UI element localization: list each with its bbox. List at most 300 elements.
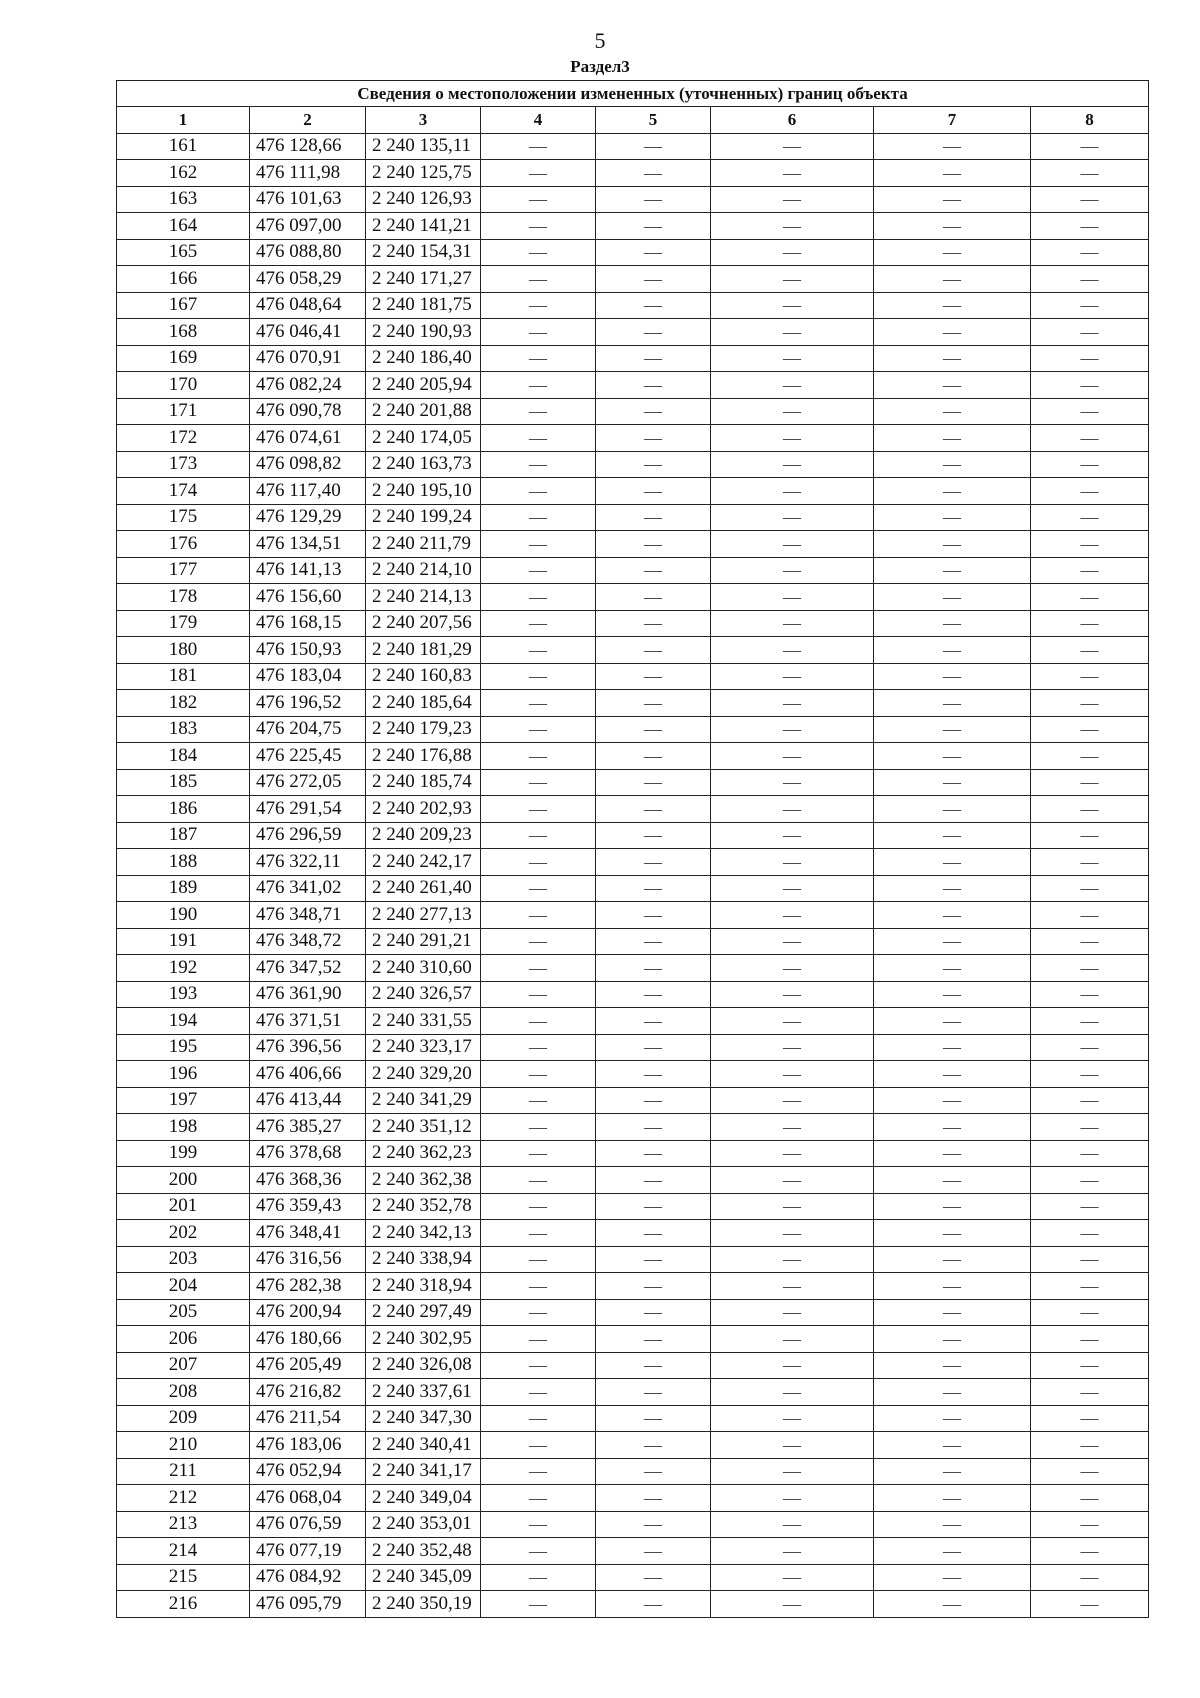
coordinate-x-cell: 476 413,44 xyxy=(250,1087,366,1114)
coordinate-x-cell: 476 150,93 xyxy=(250,637,366,664)
empty-mark-cell: — xyxy=(711,1220,874,1247)
column-header: 2 xyxy=(250,107,366,134)
empty-mark-cell: — xyxy=(1031,160,1149,187)
empty-mark-cell: — xyxy=(481,584,596,611)
empty-mark-cell: — xyxy=(711,1326,874,1353)
empty-mark-cell: — xyxy=(596,1140,711,1167)
empty-mark-cell: — xyxy=(1031,1538,1149,1565)
empty-mark-cell: — xyxy=(1031,1458,1149,1485)
coordinate-x-cell: 476 134,51 xyxy=(250,531,366,558)
empty-mark-cell: — xyxy=(481,1273,596,1300)
coordinate-x-cell: 476 117,40 xyxy=(250,478,366,505)
empty-mark-cell: — xyxy=(874,1220,1031,1247)
coordinate-y-cell: 2 240 199,24 xyxy=(366,504,481,531)
coordinate-x-cell: 476 371,51 xyxy=(250,1008,366,1035)
empty-mark-cell: — xyxy=(711,213,874,240)
empty-mark-cell: — xyxy=(1031,663,1149,690)
empty-mark-cell: — xyxy=(711,769,874,796)
empty-mark-cell: — xyxy=(874,928,1031,955)
coordinate-x-cell: 476 291,54 xyxy=(250,796,366,823)
empty-mark-cell: — xyxy=(874,398,1031,425)
point-number-cell: 199 xyxy=(117,1140,250,1167)
point-number-cell: 216 xyxy=(117,1591,250,1618)
empty-mark-cell: — xyxy=(481,690,596,717)
coordinate-x-cell: 476 129,29 xyxy=(250,504,366,531)
table-row xyxy=(117,1326,1149,1353)
coordinate-y-cell: 2 240 341,29 xyxy=(366,1087,481,1114)
empty-mark-cell: — xyxy=(481,796,596,823)
empty-mark-cell: — xyxy=(711,504,874,531)
empty-mark-cell: — xyxy=(596,1034,711,1061)
empty-mark-cell: — xyxy=(1031,928,1149,955)
coordinate-y-cell: 2 240 338,94 xyxy=(366,1246,481,1273)
empty-mark-cell: — xyxy=(711,1352,874,1379)
empty-mark-cell: — xyxy=(481,902,596,929)
empty-mark-cell: — xyxy=(596,1114,711,1141)
empty-mark-cell: — xyxy=(711,239,874,266)
table-row xyxy=(117,478,1149,505)
coordinate-y-cell: 2 240 277,13 xyxy=(366,902,481,929)
empty-mark-cell: — xyxy=(711,451,874,478)
empty-mark-cell: — xyxy=(596,1246,711,1273)
table-row xyxy=(117,186,1149,213)
coordinate-x-cell: 476 385,27 xyxy=(250,1114,366,1141)
empty-mark-cell: — xyxy=(874,902,1031,929)
table-row xyxy=(117,875,1149,902)
empty-mark-cell: — xyxy=(874,875,1031,902)
empty-mark-cell: — xyxy=(874,1326,1031,1353)
empty-mark-cell: — xyxy=(874,1167,1031,1194)
page-number: 5 xyxy=(594,28,606,53)
point-number-cell: 215 xyxy=(117,1564,250,1591)
empty-mark-cell: — xyxy=(874,663,1031,690)
coordinate-y-cell: 2 240 205,94 xyxy=(366,372,481,399)
table-row xyxy=(117,955,1149,982)
point-number-cell: 208 xyxy=(117,1379,250,1406)
empty-mark-cell: — xyxy=(1031,743,1149,770)
point-number-cell: 165 xyxy=(117,239,250,266)
coordinate-x-cell: 476 074,61 xyxy=(250,425,366,452)
table-row xyxy=(117,928,1149,955)
point-number-cell: 161 xyxy=(117,133,250,160)
empty-mark-cell: — xyxy=(874,1432,1031,1459)
coordinate-x-cell: 476 168,15 xyxy=(250,610,366,637)
table-row xyxy=(117,451,1149,478)
table-row xyxy=(117,1246,1149,1273)
empty-mark-cell: — xyxy=(711,1061,874,1088)
empty-mark-cell: — xyxy=(481,663,596,690)
table-row xyxy=(117,1379,1149,1406)
point-number-cell: 164 xyxy=(117,213,250,240)
coordinate-x-cell: 476 098,82 xyxy=(250,451,366,478)
empty-mark-cell: — xyxy=(596,160,711,187)
empty-mark-cell: — xyxy=(596,557,711,584)
empty-mark-cell: — xyxy=(1031,1140,1149,1167)
point-number-cell: 205 xyxy=(117,1299,250,1326)
point-number-cell: 169 xyxy=(117,345,250,372)
coordinate-y-cell: 2 240 353,01 xyxy=(366,1511,481,1538)
empty-mark-cell: — xyxy=(874,1087,1031,1114)
coordinate-y-cell: 2 240 349,04 xyxy=(366,1485,481,1512)
coordinate-y-cell: 2 240 362,23 xyxy=(366,1140,481,1167)
empty-mark-cell: — xyxy=(874,557,1031,584)
empty-mark-cell: — xyxy=(711,1299,874,1326)
empty-mark-cell: — xyxy=(596,1193,711,1220)
point-number-cell: 174 xyxy=(117,478,250,505)
coordinate-y-cell: 2 240 201,88 xyxy=(366,398,481,425)
coordinate-x-cell: 476 084,92 xyxy=(250,1564,366,1591)
table-row xyxy=(117,1458,1149,1485)
empty-mark-cell: — xyxy=(596,425,711,452)
point-number-cell: 204 xyxy=(117,1273,250,1300)
table-row xyxy=(117,743,1149,770)
empty-mark-cell: — xyxy=(1031,239,1149,266)
empty-mark-cell: — xyxy=(1031,372,1149,399)
table-row xyxy=(117,531,1149,558)
empty-mark-cell: — xyxy=(711,1458,874,1485)
empty-mark-cell: — xyxy=(1031,955,1149,982)
coordinate-y-cell: 2 240 331,55 xyxy=(366,1008,481,1035)
empty-mark-cell: — xyxy=(1031,186,1149,213)
table-row xyxy=(117,266,1149,293)
coordinate-x-cell: 476 368,36 xyxy=(250,1167,366,1194)
empty-mark-cell: — xyxy=(596,1591,711,1618)
empty-mark-cell: — xyxy=(1031,1193,1149,1220)
table-row xyxy=(117,1034,1149,1061)
empty-mark-cell: — xyxy=(711,981,874,1008)
table-row xyxy=(117,372,1149,399)
empty-mark-cell: — xyxy=(874,478,1031,505)
empty-mark-cell: — xyxy=(481,1591,596,1618)
empty-mark-cell: — xyxy=(711,1034,874,1061)
empty-mark-cell: — xyxy=(874,319,1031,346)
empty-mark-cell: — xyxy=(596,875,711,902)
empty-mark-cell: — xyxy=(1031,1405,1149,1432)
empty-mark-cell: — xyxy=(596,478,711,505)
empty-mark-cell: — xyxy=(481,160,596,187)
coordinates-table xyxy=(116,80,1149,1618)
point-number-cell: 196 xyxy=(117,1061,250,1088)
empty-mark-cell: — xyxy=(596,504,711,531)
coordinate-x-cell: 476 348,72 xyxy=(250,928,366,955)
coordinate-y-cell: 2 240 337,61 xyxy=(366,1379,481,1406)
empty-mark-cell: — xyxy=(1031,1246,1149,1273)
table-row xyxy=(117,1220,1149,1247)
empty-mark-cell: — xyxy=(596,1458,711,1485)
table-row xyxy=(117,345,1149,372)
empty-mark-cell: — xyxy=(596,1167,711,1194)
empty-mark-cell: — xyxy=(481,1299,596,1326)
empty-mark-cell: — xyxy=(711,1087,874,1114)
point-number-cell: 197 xyxy=(117,1087,250,1114)
point-number-cell: 192 xyxy=(117,955,250,982)
empty-mark-cell: — xyxy=(874,1511,1031,1538)
empty-mark-cell: — xyxy=(1031,1485,1149,1512)
point-number-cell: 190 xyxy=(117,902,250,929)
empty-mark-cell: — xyxy=(711,531,874,558)
coordinate-y-cell: 2 240 211,79 xyxy=(366,531,481,558)
coordinate-y-cell: 2 240 310,60 xyxy=(366,955,481,982)
point-number-cell: 185 xyxy=(117,769,250,796)
coordinate-x-cell: 476 111,98 xyxy=(250,160,366,187)
coordinate-y-cell: 2 240 195,10 xyxy=(366,478,481,505)
empty-mark-cell: — xyxy=(874,1114,1031,1141)
coordinate-y-cell: 2 240 126,93 xyxy=(366,186,481,213)
empty-mark-cell: — xyxy=(596,372,711,399)
table-row xyxy=(117,796,1149,823)
empty-mark-cell: — xyxy=(481,1564,596,1591)
empty-mark-cell: — xyxy=(874,1591,1031,1618)
coordinate-y-cell: 2 240 185,74 xyxy=(366,769,481,796)
empty-mark-cell: — xyxy=(711,610,874,637)
empty-mark-cell: — xyxy=(1031,478,1149,505)
point-number-cell: 202 xyxy=(117,1220,250,1247)
coordinate-x-cell: 476 048,64 xyxy=(250,292,366,319)
coordinate-y-cell: 2 240 125,75 xyxy=(366,160,481,187)
empty-mark-cell: — xyxy=(874,1405,1031,1432)
table-row xyxy=(117,557,1149,584)
empty-mark-cell: — xyxy=(596,981,711,1008)
empty-mark-cell: — xyxy=(596,955,711,982)
point-number-cell: 162 xyxy=(117,160,250,187)
empty-mark-cell: — xyxy=(874,425,1031,452)
empty-mark-cell: — xyxy=(481,292,596,319)
empty-mark-cell: — xyxy=(1031,1299,1149,1326)
empty-mark-cell: — xyxy=(481,504,596,531)
empty-mark-cell: — xyxy=(596,769,711,796)
column-header: 4 xyxy=(481,107,596,134)
empty-mark-cell: — xyxy=(711,928,874,955)
empty-mark-cell: — xyxy=(596,716,711,743)
empty-mark-cell: — xyxy=(596,637,711,664)
coordinate-x-cell: 476 216,82 xyxy=(250,1379,366,1406)
point-number-cell: 170 xyxy=(117,372,250,399)
empty-mark-cell: — xyxy=(711,1167,874,1194)
coordinate-x-cell: 476 088,80 xyxy=(250,239,366,266)
point-number-cell: 214 xyxy=(117,1538,250,1565)
empty-mark-cell: — xyxy=(1031,769,1149,796)
table-row xyxy=(117,849,1149,876)
point-number-cell: 200 xyxy=(117,1167,250,1194)
coordinate-x-cell: 476 141,13 xyxy=(250,557,366,584)
empty-mark-cell: — xyxy=(711,557,874,584)
coordinate-x-cell: 476 058,29 xyxy=(250,266,366,293)
empty-mark-cell: — xyxy=(874,1564,1031,1591)
empty-mark-cell: — xyxy=(1031,690,1149,717)
empty-mark-cell: — xyxy=(711,398,874,425)
coordinate-y-cell: 2 240 326,57 xyxy=(366,981,481,1008)
coordinate-y-cell: 2 240 202,93 xyxy=(366,796,481,823)
table-row xyxy=(117,690,1149,717)
empty-mark-cell: — xyxy=(711,372,874,399)
point-number-cell: 210 xyxy=(117,1432,250,1459)
empty-mark-cell: — xyxy=(711,663,874,690)
point-number-cell: 183 xyxy=(117,716,250,743)
empty-mark-cell: — xyxy=(481,769,596,796)
empty-mark-cell: — xyxy=(596,1087,711,1114)
empty-mark-cell: — xyxy=(596,1352,711,1379)
table-row xyxy=(117,1511,1149,1538)
table-row xyxy=(117,1352,1149,1379)
coordinate-x-cell: 476 090,78 xyxy=(250,398,366,425)
empty-mark-cell: — xyxy=(874,849,1031,876)
empty-mark-cell: — xyxy=(711,1485,874,1512)
coordinate-y-cell: 2 240 297,49 xyxy=(366,1299,481,1326)
empty-mark-cell: — xyxy=(596,186,711,213)
empty-mark-cell: — xyxy=(1031,1061,1149,1088)
table-row xyxy=(117,1008,1149,1035)
empty-mark-cell: — xyxy=(711,716,874,743)
coordinate-y-cell: 2 240 181,75 xyxy=(366,292,481,319)
empty-mark-cell: — xyxy=(711,1193,874,1220)
point-number-cell: 168 xyxy=(117,319,250,346)
empty-mark-cell: — xyxy=(481,1538,596,1565)
empty-mark-cell: — xyxy=(711,1405,874,1432)
empty-mark-cell: — xyxy=(481,531,596,558)
empty-mark-cell: — xyxy=(481,875,596,902)
empty-mark-cell: — xyxy=(1031,1379,1149,1406)
empty-mark-cell: — xyxy=(874,1538,1031,1565)
empty-mark-cell: — xyxy=(596,928,711,955)
coordinate-y-cell: 2 240 362,38 xyxy=(366,1167,481,1194)
coordinate-x-cell: 476 077,19 xyxy=(250,1538,366,1565)
table-row xyxy=(117,1485,1149,1512)
table-row xyxy=(117,1167,1149,1194)
table-row xyxy=(117,1061,1149,1088)
empty-mark-cell: — xyxy=(711,292,874,319)
coordinate-y-cell: 2 240 171,27 xyxy=(366,266,481,293)
empty-mark-cell: — xyxy=(481,345,596,372)
coordinate-y-cell: 2 240 163,73 xyxy=(366,451,481,478)
empty-mark-cell: — xyxy=(481,478,596,505)
table-header-row xyxy=(117,107,1149,134)
empty-mark-cell: — xyxy=(596,902,711,929)
coordinate-x-cell: 476 082,24 xyxy=(250,372,366,399)
empty-mark-cell: — xyxy=(481,1458,596,1485)
empty-mark-cell: — xyxy=(1031,451,1149,478)
empty-mark-cell: — xyxy=(874,716,1031,743)
table-row xyxy=(117,504,1149,531)
table-row xyxy=(117,292,1149,319)
coordinate-x-cell: 476 361,90 xyxy=(250,981,366,1008)
empty-mark-cell: — xyxy=(1031,610,1149,637)
point-number-cell: 175 xyxy=(117,504,250,531)
coordinate-y-cell: 2 240 318,94 xyxy=(366,1273,481,1300)
empty-mark-cell: — xyxy=(1031,557,1149,584)
empty-mark-cell: — xyxy=(1031,1432,1149,1459)
empty-mark-cell: — xyxy=(481,213,596,240)
coordinate-x-cell: 476 180,66 xyxy=(250,1326,366,1353)
point-number-cell: 206 xyxy=(117,1326,250,1353)
empty-mark-cell: — xyxy=(874,1379,1031,1406)
coordinate-y-cell: 2 240 352,78 xyxy=(366,1193,481,1220)
empty-mark-cell: — xyxy=(596,1299,711,1326)
coordinate-y-cell: 2 240 342,13 xyxy=(366,1220,481,1247)
empty-mark-cell: — xyxy=(874,239,1031,266)
empty-mark-cell: — xyxy=(874,637,1031,664)
empty-mark-cell: — xyxy=(596,1432,711,1459)
empty-mark-cell: — xyxy=(874,981,1031,1008)
table-row xyxy=(117,1087,1149,1114)
empty-mark-cell: — xyxy=(481,1246,596,1273)
empty-mark-cell: — xyxy=(481,398,596,425)
point-number-cell: 209 xyxy=(117,1405,250,1432)
coordinate-y-cell: 2 240 302,95 xyxy=(366,1326,481,1353)
coordinate-y-cell: 2 240 176,88 xyxy=(366,743,481,770)
section-title: Раздел3 xyxy=(570,57,630,76)
empty-mark-cell: — xyxy=(874,1352,1031,1379)
empty-mark-cell: — xyxy=(874,1034,1031,1061)
coordinate-y-cell: 2 240 345,09 xyxy=(366,1564,481,1591)
empty-mark-cell: — xyxy=(874,1273,1031,1300)
empty-mark-cell: — xyxy=(1031,345,1149,372)
coordinate-x-cell: 476 348,41 xyxy=(250,1220,366,1247)
empty-mark-cell: — xyxy=(481,610,596,637)
empty-mark-cell: — xyxy=(596,849,711,876)
empty-mark-cell: — xyxy=(711,160,874,187)
empty-mark-cell: — xyxy=(481,319,596,346)
empty-mark-cell: — xyxy=(874,160,1031,187)
coordinate-x-cell: 476 378,68 xyxy=(250,1140,366,1167)
empty-mark-cell: — xyxy=(481,637,596,664)
empty-mark-cell: — xyxy=(481,822,596,849)
empty-mark-cell: — xyxy=(711,822,874,849)
coordinate-y-cell: 2 240 347,30 xyxy=(366,1405,481,1432)
coordinate-y-cell: 2 240 340,41 xyxy=(366,1432,481,1459)
empty-mark-cell: — xyxy=(481,1485,596,1512)
empty-mark-cell: — xyxy=(596,1511,711,1538)
table-caption-row xyxy=(117,81,1149,107)
empty-mark-cell: — xyxy=(481,1326,596,1353)
empty-mark-cell: — xyxy=(1031,425,1149,452)
empty-mark-cell: — xyxy=(1031,1352,1149,1379)
point-number-cell: 195 xyxy=(117,1034,250,1061)
table-row xyxy=(117,398,1149,425)
empty-mark-cell: — xyxy=(481,928,596,955)
coordinate-x-cell: 476 341,02 xyxy=(250,875,366,902)
empty-mark-cell: — xyxy=(481,981,596,1008)
coordinate-x-cell: 476 046,41 xyxy=(250,319,366,346)
column-header: 5 xyxy=(596,107,711,134)
empty-mark-cell: — xyxy=(711,1273,874,1300)
table-row xyxy=(117,1405,1149,1432)
column-header: 7 xyxy=(874,107,1031,134)
point-number-cell: 178 xyxy=(117,584,250,611)
empty-mark-cell: — xyxy=(1031,319,1149,346)
empty-mark-cell: — xyxy=(481,133,596,160)
empty-mark-cell: — xyxy=(1031,716,1149,743)
empty-mark-cell: — xyxy=(711,584,874,611)
empty-mark-cell: — xyxy=(481,1379,596,1406)
empty-mark-cell: — xyxy=(481,1087,596,1114)
coordinate-x-cell: 476 076,59 xyxy=(250,1511,366,1538)
empty-mark-cell: — xyxy=(711,743,874,770)
coordinate-x-cell: 476 347,52 xyxy=(250,955,366,982)
coordinate-y-cell: 2 240 291,21 xyxy=(366,928,481,955)
empty-mark-cell: — xyxy=(874,292,1031,319)
empty-mark-cell: — xyxy=(711,1564,874,1591)
empty-mark-cell: — xyxy=(481,1167,596,1194)
coordinate-x-cell: 476 095,79 xyxy=(250,1591,366,1618)
point-number-cell: 194 xyxy=(117,1008,250,1035)
table-row xyxy=(117,663,1149,690)
column-header: 6 xyxy=(711,107,874,134)
empty-mark-cell: — xyxy=(596,1326,711,1353)
empty-mark-cell: — xyxy=(711,1114,874,1141)
empty-mark-cell: — xyxy=(874,822,1031,849)
empty-mark-cell: — xyxy=(874,1458,1031,1485)
empty-mark-cell: — xyxy=(481,1061,596,1088)
